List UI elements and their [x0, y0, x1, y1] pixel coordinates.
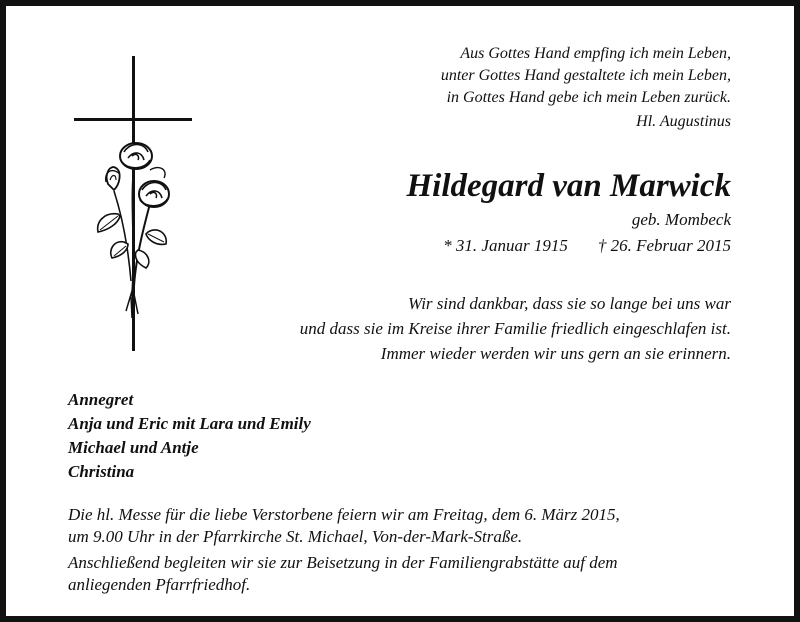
- deceased-name: Hildegard van Marwick: [406, 168, 731, 204]
- mourner-entry: Anja und Eric mit Lara und Emily: [68, 414, 311, 433]
- burial-paragraph: [68, 552, 620, 596]
- burial-line: Anschließend begleiten wir sie zur Beisetzung in der Familiengrabstätte auf dem: [68, 553, 618, 572]
- gratitude-text: [300, 291, 731, 366]
- mass-line: Die hl. Messe für die liebe Verstorbene feiern wir am Freitag, dem 6. März 2015,: [68, 505, 620, 524]
- mass-paragraph: [68, 504, 620, 548]
- quote-author: Hl. Augustinus: [636, 113, 731, 130]
- quote-block: [441, 43, 731, 133]
- death-date: † 26. Februar 2015: [597, 236, 731, 255]
- mourner-entry: Annegret: [68, 390, 134, 409]
- life-dates: [443, 236, 731, 256]
- burial-line: anliegenden Pfarrfriedhof.: [68, 575, 251, 594]
- quote-line: unter Gottes Hand gestaltete ich mein Leben,: [440, 67, 731, 84]
- maiden-name: geb. Mombeck: [631, 210, 731, 229]
- quote-line: in Gottes Hand gebe ich mein Leben zurück.: [446, 89, 731, 106]
- mass-line: um 9.00 Uhr in der Pfarrkirche St. Michael, Von-der-Mark-Straße.: [68, 527, 523, 546]
- mourners-list: [68, 388, 311, 484]
- gratitude-line: und dass sie im Kreise ihrer Familie friedlich eingeschlafen ist.: [299, 319, 731, 338]
- cross-with-roses-icon: [74, 56, 194, 351]
- gratitude-line: Immer wieder werden wir uns gern an sie erinnern.: [380, 344, 731, 363]
- birth-date: * 31. Januar 1915: [443, 236, 568, 255]
- quote-line: Aus Gottes Hand empfing ich mein Leben,: [460, 45, 731, 62]
- gratitude-line: Wir sind dankbar, dass sie so lange bei uns war: [407, 294, 731, 313]
- mourner-entry: Christina: [68, 462, 135, 481]
- service-info: [68, 504, 620, 600]
- mourner-entry: Michael und Antje: [68, 438, 199, 457]
